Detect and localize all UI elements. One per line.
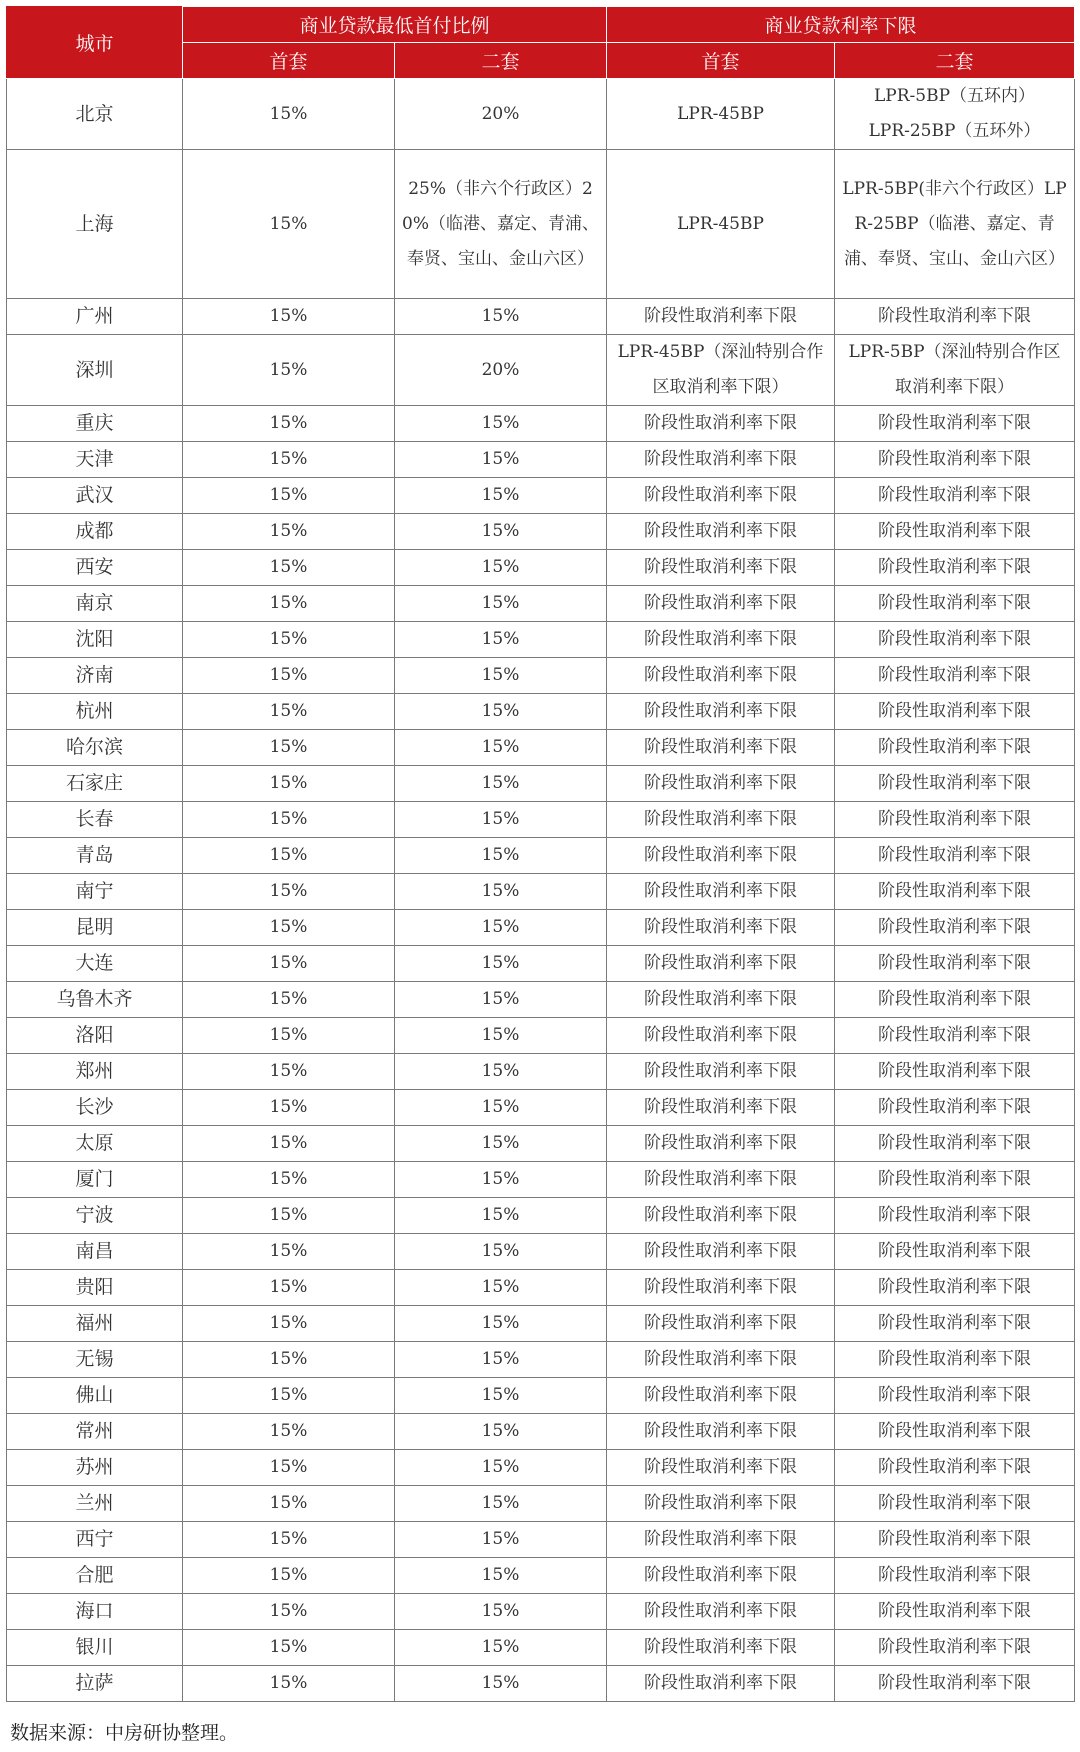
cell-rate-first: 阶段性取消利率下限: [607, 1270, 835, 1306]
rate-line: LPR-5BP（五环内）: [874, 86, 1036, 106]
policy-table-container: [6, 6, 1074, 1702]
cell-down-first: 15%: [183, 1054, 395, 1090]
cell-down-first: 15%: [183, 730, 395, 766]
cell-rate-second: [835, 335, 1075, 406]
cell-city: 太原: [7, 1126, 183, 1162]
cell-down-first: 15%: [183, 694, 395, 730]
table-row: [7, 299, 1075, 335]
cell-down-first: 15%: [183, 1342, 395, 1378]
cell-down-first: 15%: [183, 550, 395, 586]
cell-rate-second: 阶段性取消利率下限: [835, 1378, 1075, 1414]
cell-city: 银川: [7, 1630, 183, 1666]
cell-rate-first: 阶段性取消利率下限: [607, 478, 835, 514]
cell-down-first: 15%: [183, 1090, 395, 1126]
table-row: [7, 1558, 1075, 1594]
cell-down-second: 15%: [395, 658, 607, 694]
cell-city: 长春: [7, 802, 183, 838]
table-row: [7, 730, 1075, 766]
table-body: [7, 79, 1075, 1702]
cell-city: 常州: [7, 1414, 183, 1450]
cell-rate-first: 阶段性取消利率下限: [607, 874, 835, 910]
cell-down-first: 15%: [183, 874, 395, 910]
cell-down-first: 15%: [183, 1378, 395, 1414]
cell-down-second: 15%: [395, 1594, 607, 1630]
table-row: [7, 1054, 1075, 1090]
cell-rate-second: 阶段性取消利率下限: [835, 1558, 1075, 1594]
table-row: [7, 79, 1075, 150]
cell-city: 贵阳: [7, 1270, 183, 1306]
cell-down-second: 15%: [395, 946, 607, 982]
table-row: [7, 1486, 1075, 1522]
cell-rate-first: 阶段性取消利率下限: [607, 730, 835, 766]
table-row: [7, 1522, 1075, 1558]
cell-down-second: [395, 150, 607, 299]
cell-rate-first: [607, 335, 835, 406]
cell-rate-second: 阶段性取消利率下限: [835, 910, 1075, 946]
cell-rate-first: 阶段性取消利率下限: [607, 1054, 835, 1090]
cell-down-second: 15%: [395, 1090, 607, 1126]
table-row: [7, 1378, 1075, 1414]
cell-down-second: 15%: [395, 910, 607, 946]
cell-down-second: 15%: [395, 694, 607, 730]
cell-rate-second: 阶段性取消利率下限: [835, 802, 1075, 838]
cell-rate-second: 阶段性取消利率下限: [835, 1054, 1075, 1090]
cell-city: 广州: [7, 299, 183, 335]
table-row: [7, 766, 1075, 802]
cell-rate-second: [835, 79, 1075, 150]
mortgage-policy-table: [6, 6, 1075, 1702]
cell-down-first: 15%: [183, 1630, 395, 1666]
table-row: [7, 1414, 1075, 1450]
cell-down-first: 15%: [183, 514, 395, 550]
rate-line: LPR-25BP（五环外）: [868, 121, 1041, 141]
cell-down-second: 15%: [395, 766, 607, 802]
cell-rate-first: 阶段性取消利率下限: [607, 1090, 835, 1126]
cell-down-second: 15%: [395, 1522, 607, 1558]
cell-rate-second: 阶段性取消利率下限: [835, 1270, 1075, 1306]
cell-down-second: 15%: [395, 514, 607, 550]
cell-down-second: 15%: [395, 874, 607, 910]
table-row: [7, 406, 1075, 442]
cell-city: 重庆: [7, 406, 183, 442]
cell-rate-second: 阶段性取消利率下限: [835, 946, 1075, 982]
table-row: [7, 874, 1075, 910]
cell-rate-first: 阶段性取消利率下限: [607, 910, 835, 946]
cell-down-second: 15%: [395, 1486, 607, 1522]
cell-rate-first: 阶段性取消利率下限: [607, 514, 835, 550]
cell-down-second: 15%: [395, 802, 607, 838]
header-down-payment-group: 商业贷款最低首付比例: [183, 7, 607, 43]
cell-rate-first: 阶段性取消利率下限: [607, 299, 835, 335]
cell-down-second: 15%: [395, 1666, 607, 1702]
table-row: [7, 1270, 1075, 1306]
cell-rate-first: 阶段性取消利率下限: [607, 1558, 835, 1594]
cell-down-second: 15%: [395, 1018, 607, 1054]
table-row: [7, 335, 1075, 406]
cell-rate-second: 阶段性取消利率下限: [835, 1126, 1075, 1162]
cell-down-first: 15%: [183, 478, 395, 514]
cell-down-first: 15%: [183, 910, 395, 946]
header-rate-second: 二套: [835, 43, 1075, 79]
cell-city: 西宁: [7, 1522, 183, 1558]
cell-down-second: 15%: [395, 1306, 607, 1342]
table-row: [7, 1090, 1075, 1126]
cell-down-first: 15%: [183, 1234, 395, 1270]
cell-city: 郑州: [7, 1054, 183, 1090]
data-source-note: 数据来源：中房研协整理。: [10, 1722, 239, 1744]
cell-down-second: 15%: [395, 1414, 607, 1450]
table-row: [7, 1162, 1075, 1198]
cell-rate-first: LPR-45BP: [607, 79, 835, 150]
cell-down-first: 15%: [183, 1018, 395, 1054]
cell-rate-first: 阶段性取消利率下限: [607, 406, 835, 442]
cell-city: 昆明: [7, 910, 183, 946]
cell-down-second: 15%: [395, 1270, 607, 1306]
cell-rate-second: 阶段性取消利率下限: [835, 1234, 1075, 1270]
cell-down-second: 15%: [395, 1630, 607, 1666]
cell-down-first: 15%: [183, 838, 395, 874]
cell-down-first: 15%: [183, 150, 395, 299]
cell-city: 成都: [7, 514, 183, 550]
cell-down-second: 15%: [395, 1234, 607, 1270]
cell-rate-first: 阶段性取消利率下限: [607, 1450, 835, 1486]
cell-rate-second: 阶段性取消利率下限: [835, 550, 1075, 586]
cell-rate-first: 阶段性取消利率下限: [607, 766, 835, 802]
cell-city: 南宁: [7, 874, 183, 910]
cell-city: 南昌: [7, 1234, 183, 1270]
cell-rate-second: 阶段性取消利率下限: [835, 838, 1075, 874]
table-row: [7, 1018, 1075, 1054]
cell-rate-first: 阶段性取消利率下限: [607, 1666, 835, 1702]
cell-down-first: 15%: [183, 442, 395, 478]
cell-rate-second: 阶段性取消利率下限: [835, 694, 1075, 730]
header-rate-floor-group: 商业贷款利率下限: [607, 7, 1075, 43]
cell-down-second: 20%: [395, 335, 607, 406]
cell-rate-second: 阶段性取消利率下限: [835, 1162, 1075, 1198]
cell-city: 西安: [7, 550, 183, 586]
cell-rate-second: 阶段性取消利率下限: [835, 730, 1075, 766]
cell-down-first: 15%: [183, 982, 395, 1018]
cell-down-first: 15%: [183, 1666, 395, 1702]
cell-rate-second: 阶段性取消利率下限: [835, 514, 1075, 550]
cell-rate-second: 阶段性取消利率下限: [835, 1450, 1075, 1486]
table-row: [7, 946, 1075, 982]
header-rate-first: 首套: [607, 43, 835, 79]
cell-city: 深圳: [7, 335, 183, 406]
table-row: [7, 1198, 1075, 1234]
cell-city: 佛山: [7, 1378, 183, 1414]
header-down-second: 二套: [395, 43, 607, 79]
cell-down-first: 15%: [183, 622, 395, 658]
cell-city: 南京: [7, 586, 183, 622]
cell-down-second: 15%: [395, 1126, 607, 1162]
cell-down-second: 15%: [395, 622, 607, 658]
cell-rate-second: 阶段性取消利率下限: [835, 406, 1075, 442]
cell-rate-first: 阶段性取消利率下限: [607, 658, 835, 694]
rate-first-text: LPR-45BP（深汕特别合作区取消利率下限）: [617, 342, 824, 397]
header-down-first: 首套: [183, 43, 395, 79]
cell-city: 兰州: [7, 1486, 183, 1522]
table-row: [7, 838, 1075, 874]
cell-down-first: 15%: [183, 1522, 395, 1558]
cell-city: 上海: [7, 150, 183, 299]
cell-rate-first: 阶段性取消利率下限: [607, 1198, 835, 1234]
cell-rate-second: 阶段性取消利率下限: [835, 1414, 1075, 1450]
table-row: [7, 982, 1075, 1018]
cell-down-second: 15%: [395, 586, 607, 622]
cell-rate-first: 阶段性取消利率下限: [607, 442, 835, 478]
cell-down-second: 15%: [395, 1198, 607, 1234]
cell-rate-first: 阶段性取消利率下限: [607, 1594, 835, 1630]
cell-down-first: 15%: [183, 79, 395, 150]
cell-down-second: 15%: [395, 1054, 607, 1090]
cell-down-second: 15%: [395, 550, 607, 586]
table-row: [7, 1234, 1075, 1270]
cell-rate-first: 阶段性取消利率下限: [607, 1018, 835, 1054]
cell-rate-first: 阶段性取消利率下限: [607, 586, 835, 622]
cell-rate-first: 阶段性取消利率下限: [607, 1126, 835, 1162]
cell-rate-second: 阶段性取消利率下限: [835, 1666, 1075, 1702]
cell-rate-second: 阶段性取消利率下限: [835, 1594, 1075, 1630]
cell-down-first: 15%: [183, 766, 395, 802]
cell-city: 哈尔滨: [7, 730, 183, 766]
cell-down-first: 15%: [183, 946, 395, 982]
cell-rate-second: 阶段性取消利率下限: [835, 658, 1075, 694]
cell-rate-first: 阶段性取消利率下限: [607, 1162, 835, 1198]
table-row: [7, 1306, 1075, 1342]
cell-city: 乌鲁木齐: [7, 982, 183, 1018]
cell-rate-second: 阶段性取消利率下限: [835, 982, 1075, 1018]
cell-rate-first: 阶段性取消利率下限: [607, 550, 835, 586]
cell-rate-first: 阶段性取消利率下限: [607, 982, 835, 1018]
cell-city: 无锡: [7, 1342, 183, 1378]
cell-rate-first: LPR-45BP: [607, 150, 835, 299]
cell-down-second: 15%: [395, 478, 607, 514]
cell-down-second: 15%: [395, 1558, 607, 1594]
cell-rate-first: 阶段性取消利率下限: [607, 1306, 835, 1342]
cell-down-first: 15%: [183, 1306, 395, 1342]
cell-rate-second: 阶段性取消利率下限: [835, 766, 1075, 802]
cell-city: 沈阳: [7, 622, 183, 658]
cell-rate-second: 阶段性取消利率下限: [835, 586, 1075, 622]
cell-rate-second: 阶段性取消利率下限: [835, 1522, 1075, 1558]
cell-rate-second: 阶段性取消利率下限: [835, 1630, 1075, 1666]
cell-down-second: 15%: [395, 982, 607, 1018]
cell-rate-second: 阶段性取消利率下限: [835, 442, 1075, 478]
cell-rate-first: 阶段性取消利率下限: [607, 1414, 835, 1450]
cell-down-first: 15%: [183, 1558, 395, 1594]
cell-city: 苏州: [7, 1450, 183, 1486]
table-row: [7, 550, 1075, 586]
cell-down-second: 15%: [395, 1450, 607, 1486]
cell-down-first: 15%: [183, 1162, 395, 1198]
table-row: [7, 910, 1075, 946]
cell-city: 洛阳: [7, 1018, 183, 1054]
table-row: [7, 802, 1075, 838]
cell-down-second: 15%: [395, 406, 607, 442]
cell-city: 宁波: [7, 1198, 183, 1234]
cell-city: 长沙: [7, 1090, 183, 1126]
cell-rate-second: 阶段性取消利率下限: [835, 299, 1075, 335]
table-row: [7, 694, 1075, 730]
table-row: [7, 586, 1075, 622]
rate-second-text: LPR-5BP(非六个行政区）LPR-25BP（临港、嘉定、青浦、奉贤、宝山、金山六区）: [842, 178, 1067, 269]
cell-city: 武汉: [7, 478, 183, 514]
cell-down-second: 15%: [395, 1342, 607, 1378]
cell-rate-first: 阶段性取消利率下限: [607, 1522, 835, 1558]
table-row: [7, 1630, 1075, 1666]
cell-city: 厦门: [7, 1162, 183, 1198]
table-row: [7, 1594, 1075, 1630]
header-city: 城市: [7, 7, 183, 79]
cell-rate-second: 阶段性取消利率下限: [835, 1306, 1075, 1342]
cell-down-first: 15%: [183, 1414, 395, 1450]
rate-second-text: LPR-5BP（深汕特别合作区取消利率下限）: [848, 342, 1061, 397]
cell-city: 石家庄: [7, 766, 183, 802]
cell-rate-second: 阶段性取消利率下限: [835, 874, 1075, 910]
cell-rate-second: 阶段性取消利率下限: [835, 1090, 1075, 1126]
cell-down-first: 15%: [183, 1126, 395, 1162]
cell-rate-first: 阶段性取消利率下限: [607, 1378, 835, 1414]
cell-down-first: 15%: [183, 1198, 395, 1234]
table-row: [7, 658, 1075, 694]
cell-rate-second: 阶段性取消利率下限: [835, 1018, 1075, 1054]
cell-rate-first: 阶段性取消利率下限: [607, 1486, 835, 1522]
cell-city: 济南: [7, 658, 183, 694]
down-second-text: 25%（非六个行政区）20%（临港、嘉定、青浦、奉贤、宝山、金山六区）: [402, 178, 599, 269]
cell-down-first: 15%: [183, 586, 395, 622]
table-row: [7, 442, 1075, 478]
table-row: [7, 1666, 1075, 1702]
cell-down-first: 15%: [183, 658, 395, 694]
cell-rate-first: 阶段性取消利率下限: [607, 802, 835, 838]
cell-city: 青岛: [7, 838, 183, 874]
cell-rate-first: 阶段性取消利率下限: [607, 946, 835, 982]
cell-down-first: 15%: [183, 1486, 395, 1522]
cell-rate-second: 阶段性取消利率下限: [835, 1342, 1075, 1378]
cell-rate-second: 阶段性取消利率下限: [835, 1486, 1075, 1522]
cell-city: 杭州: [7, 694, 183, 730]
cell-rate-first: 阶段性取消利率下限: [607, 694, 835, 730]
cell-rate-second: 阶段性取消利率下限: [835, 478, 1075, 514]
cell-down-first: 15%: [183, 406, 395, 442]
cell-down-second: 15%: [395, 442, 607, 478]
cell-down-second: 15%: [395, 838, 607, 874]
cell-rate-second: 阶段性取消利率下限: [835, 1198, 1075, 1234]
table-row: [7, 514, 1075, 550]
cell-down-second: 15%: [395, 1162, 607, 1198]
cell-rate-first: 阶段性取消利率下限: [607, 1630, 835, 1666]
cell-down-second: 15%: [395, 1378, 607, 1414]
cell-city: 大连: [7, 946, 183, 982]
cell-down-first: 15%: [183, 335, 395, 406]
cell-down-first: 15%: [183, 1594, 395, 1630]
cell-rate-first: 阶段性取消利率下限: [607, 1342, 835, 1378]
table-header: [7, 7, 1075, 79]
table-row: [7, 1450, 1075, 1486]
cell-city: 合肥: [7, 1558, 183, 1594]
cell-rate-first: 阶段性取消利率下限: [607, 1234, 835, 1270]
table-row: [7, 622, 1075, 658]
cell-city: 天津: [7, 442, 183, 478]
table-row: [7, 478, 1075, 514]
table-row: [7, 150, 1075, 299]
cell-down-first: 15%: [183, 802, 395, 838]
cell-down-first: 15%: [183, 299, 395, 335]
cell-down-second: 15%: [395, 299, 607, 335]
cell-down-second: 20%: [395, 79, 607, 150]
cell-rate-first: 阶段性取消利率下限: [607, 622, 835, 658]
cell-city: 北京: [7, 79, 183, 150]
cell-rate-first: 阶段性取消利率下限: [607, 838, 835, 874]
cell-down-second: 15%: [395, 730, 607, 766]
table-row: [7, 1126, 1075, 1162]
cell-rate-second: 阶段性取消利率下限: [835, 622, 1075, 658]
table-row: [7, 1342, 1075, 1378]
cell-rate-second: [835, 150, 1075, 299]
cell-city: 海口: [7, 1594, 183, 1630]
cell-down-first: 15%: [183, 1450, 395, 1486]
cell-city: 福州: [7, 1306, 183, 1342]
cell-down-first: 15%: [183, 1270, 395, 1306]
cell-city: 拉萨: [7, 1666, 183, 1702]
